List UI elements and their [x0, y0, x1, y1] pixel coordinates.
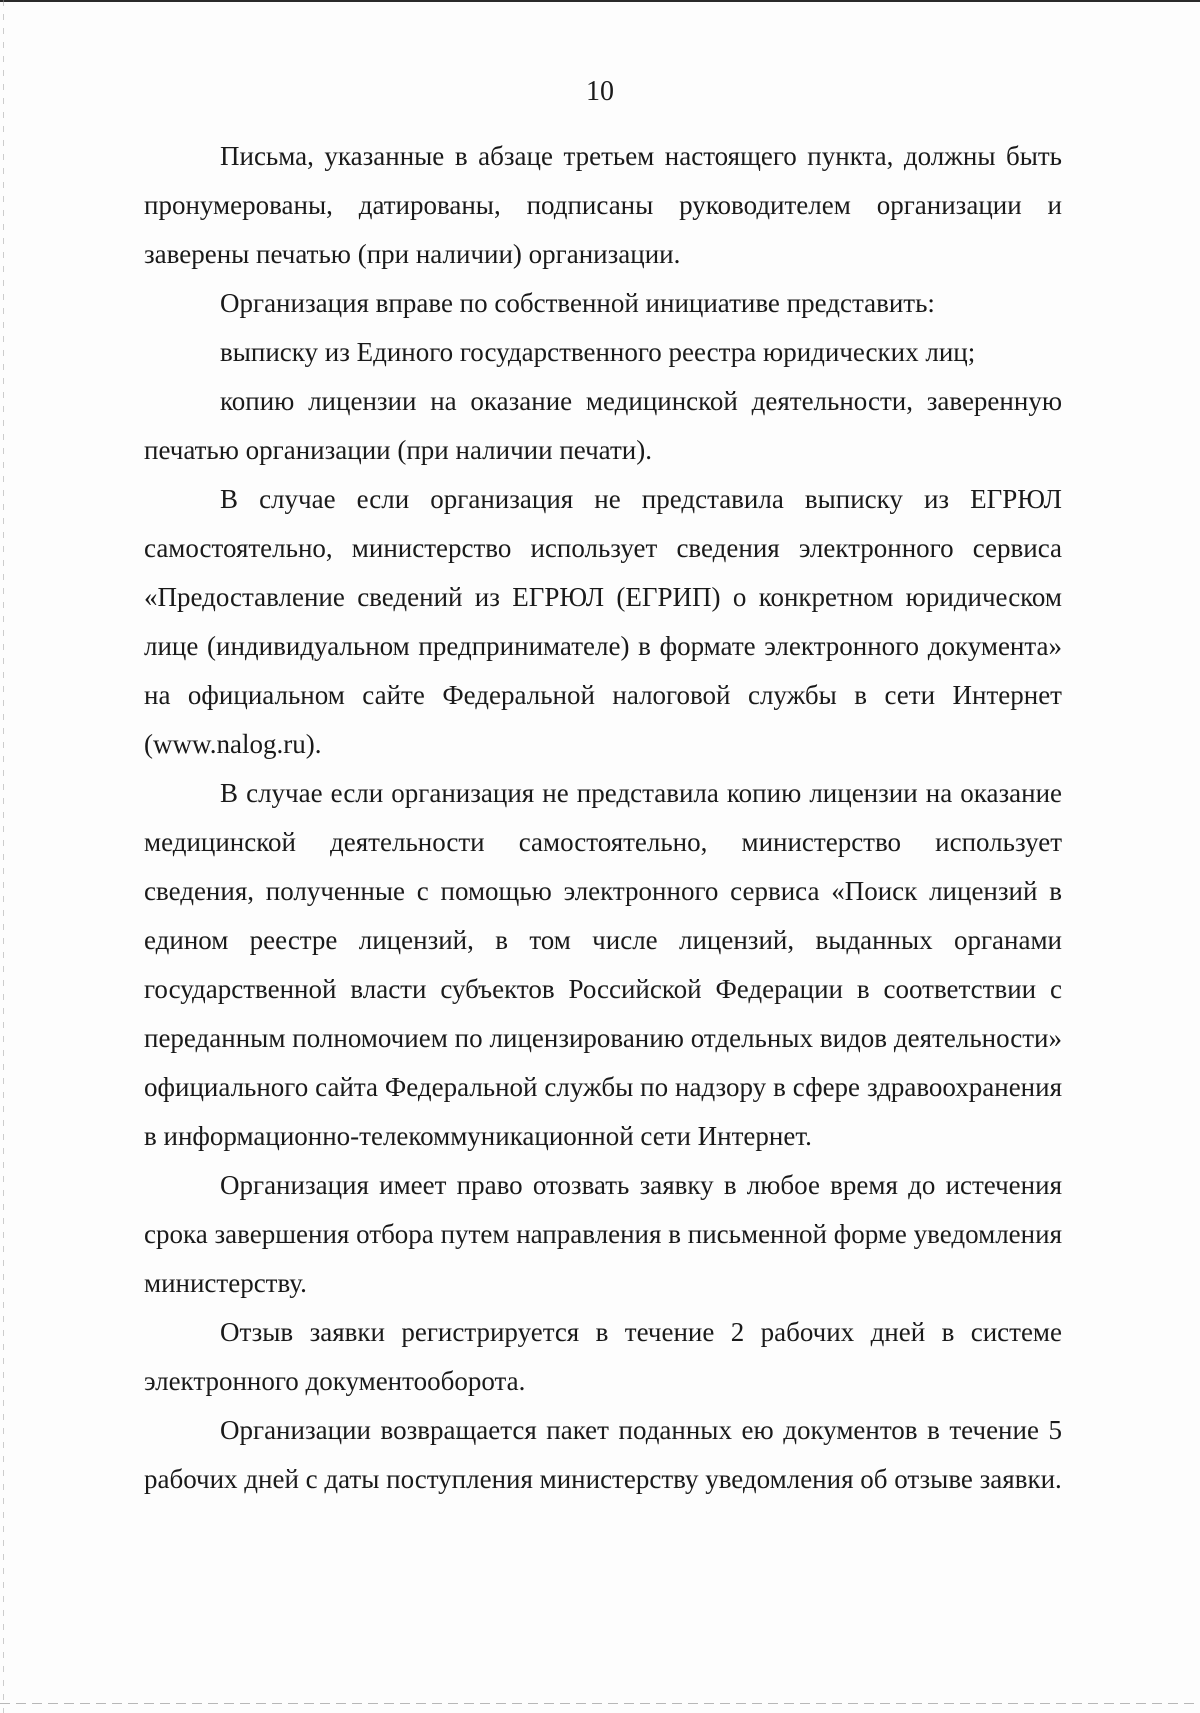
paragraph-license-copy: копию лицензии на оказание медицинской деятельности, заверенную печатью организации (при наличии печати).	[144, 386, 1062, 465]
paragraph-organization-may-submit: Организация вправе по собственной инициативе представить:	[220, 288, 935, 318]
scan-top-border	[0, 0, 1200, 2]
paragraph-documents-return: Организации возвращается пакет поданных ею документов в течение 5 рабочих дней с даты поступления министерству уведомления об отзыве заявки.	[144, 1415, 1062, 1494]
scan-bottom-border	[0, 1703, 1200, 1704]
paragraph-withdraw-registration: Отзыв заявки регистрируется в течение 2 рабочих дней в системе электронного документооборота.	[144, 1317, 1062, 1396]
page-number: 10	[586, 76, 614, 107]
paragraph-egrul-extract: выписку из Единого государственного реестра юридических лиц;	[220, 337, 976, 367]
paragraph-withdraw-right: Организация имеет право отозвать заявку в любое время до истечения срока завершения отбора путем направления в письменной форме уведомления министерству.	[144, 1170, 1062, 1298]
paragraph-egrul-not-submitted: В случае если организация не представила выписку из ЕГРЮЛ самостоятельно, министерство использует сведения электронного сервиса «Предоставление сведений из ЕГРЮЛ (ЕГРИП) о конкретном юридическом лице (индивидуальном предпринимателе) в формате электронного документа» на официальном сайте Федеральной налоговой службы в сети Интернет (www.nalog.ru).	[144, 484, 1062, 759]
paragraph-letters-requirements: Письма, указанные в абзаце третьем настоящего пункта, должны быть пронумерованы, датированы, подписаны руководителем организации и заверены печатью (при наличии) организации.	[144, 141, 1062, 269]
document-body	[144, 132, 1062, 1504]
paragraph-license-not-submitted: В случае если организация не представила копию лицензии на оказание медицинской деятельности самостоятельно, министерство использует сведения, полученные с помощью электронного сервиса «Поиск лицензий в едином реестре лицензий, в том числе лицензий, выданных органами государственной власти субъектов Российской Федерации в соответствии с переданным полномочием по лицензированию отдельных видов деятельности» официального сайта Федеральной службы по надзору в сфере здравоохранения в информационно-телекоммуникационной сети Интернет.	[144, 778, 1062, 1151]
scan-left-edge	[3, 0, 4, 1713]
